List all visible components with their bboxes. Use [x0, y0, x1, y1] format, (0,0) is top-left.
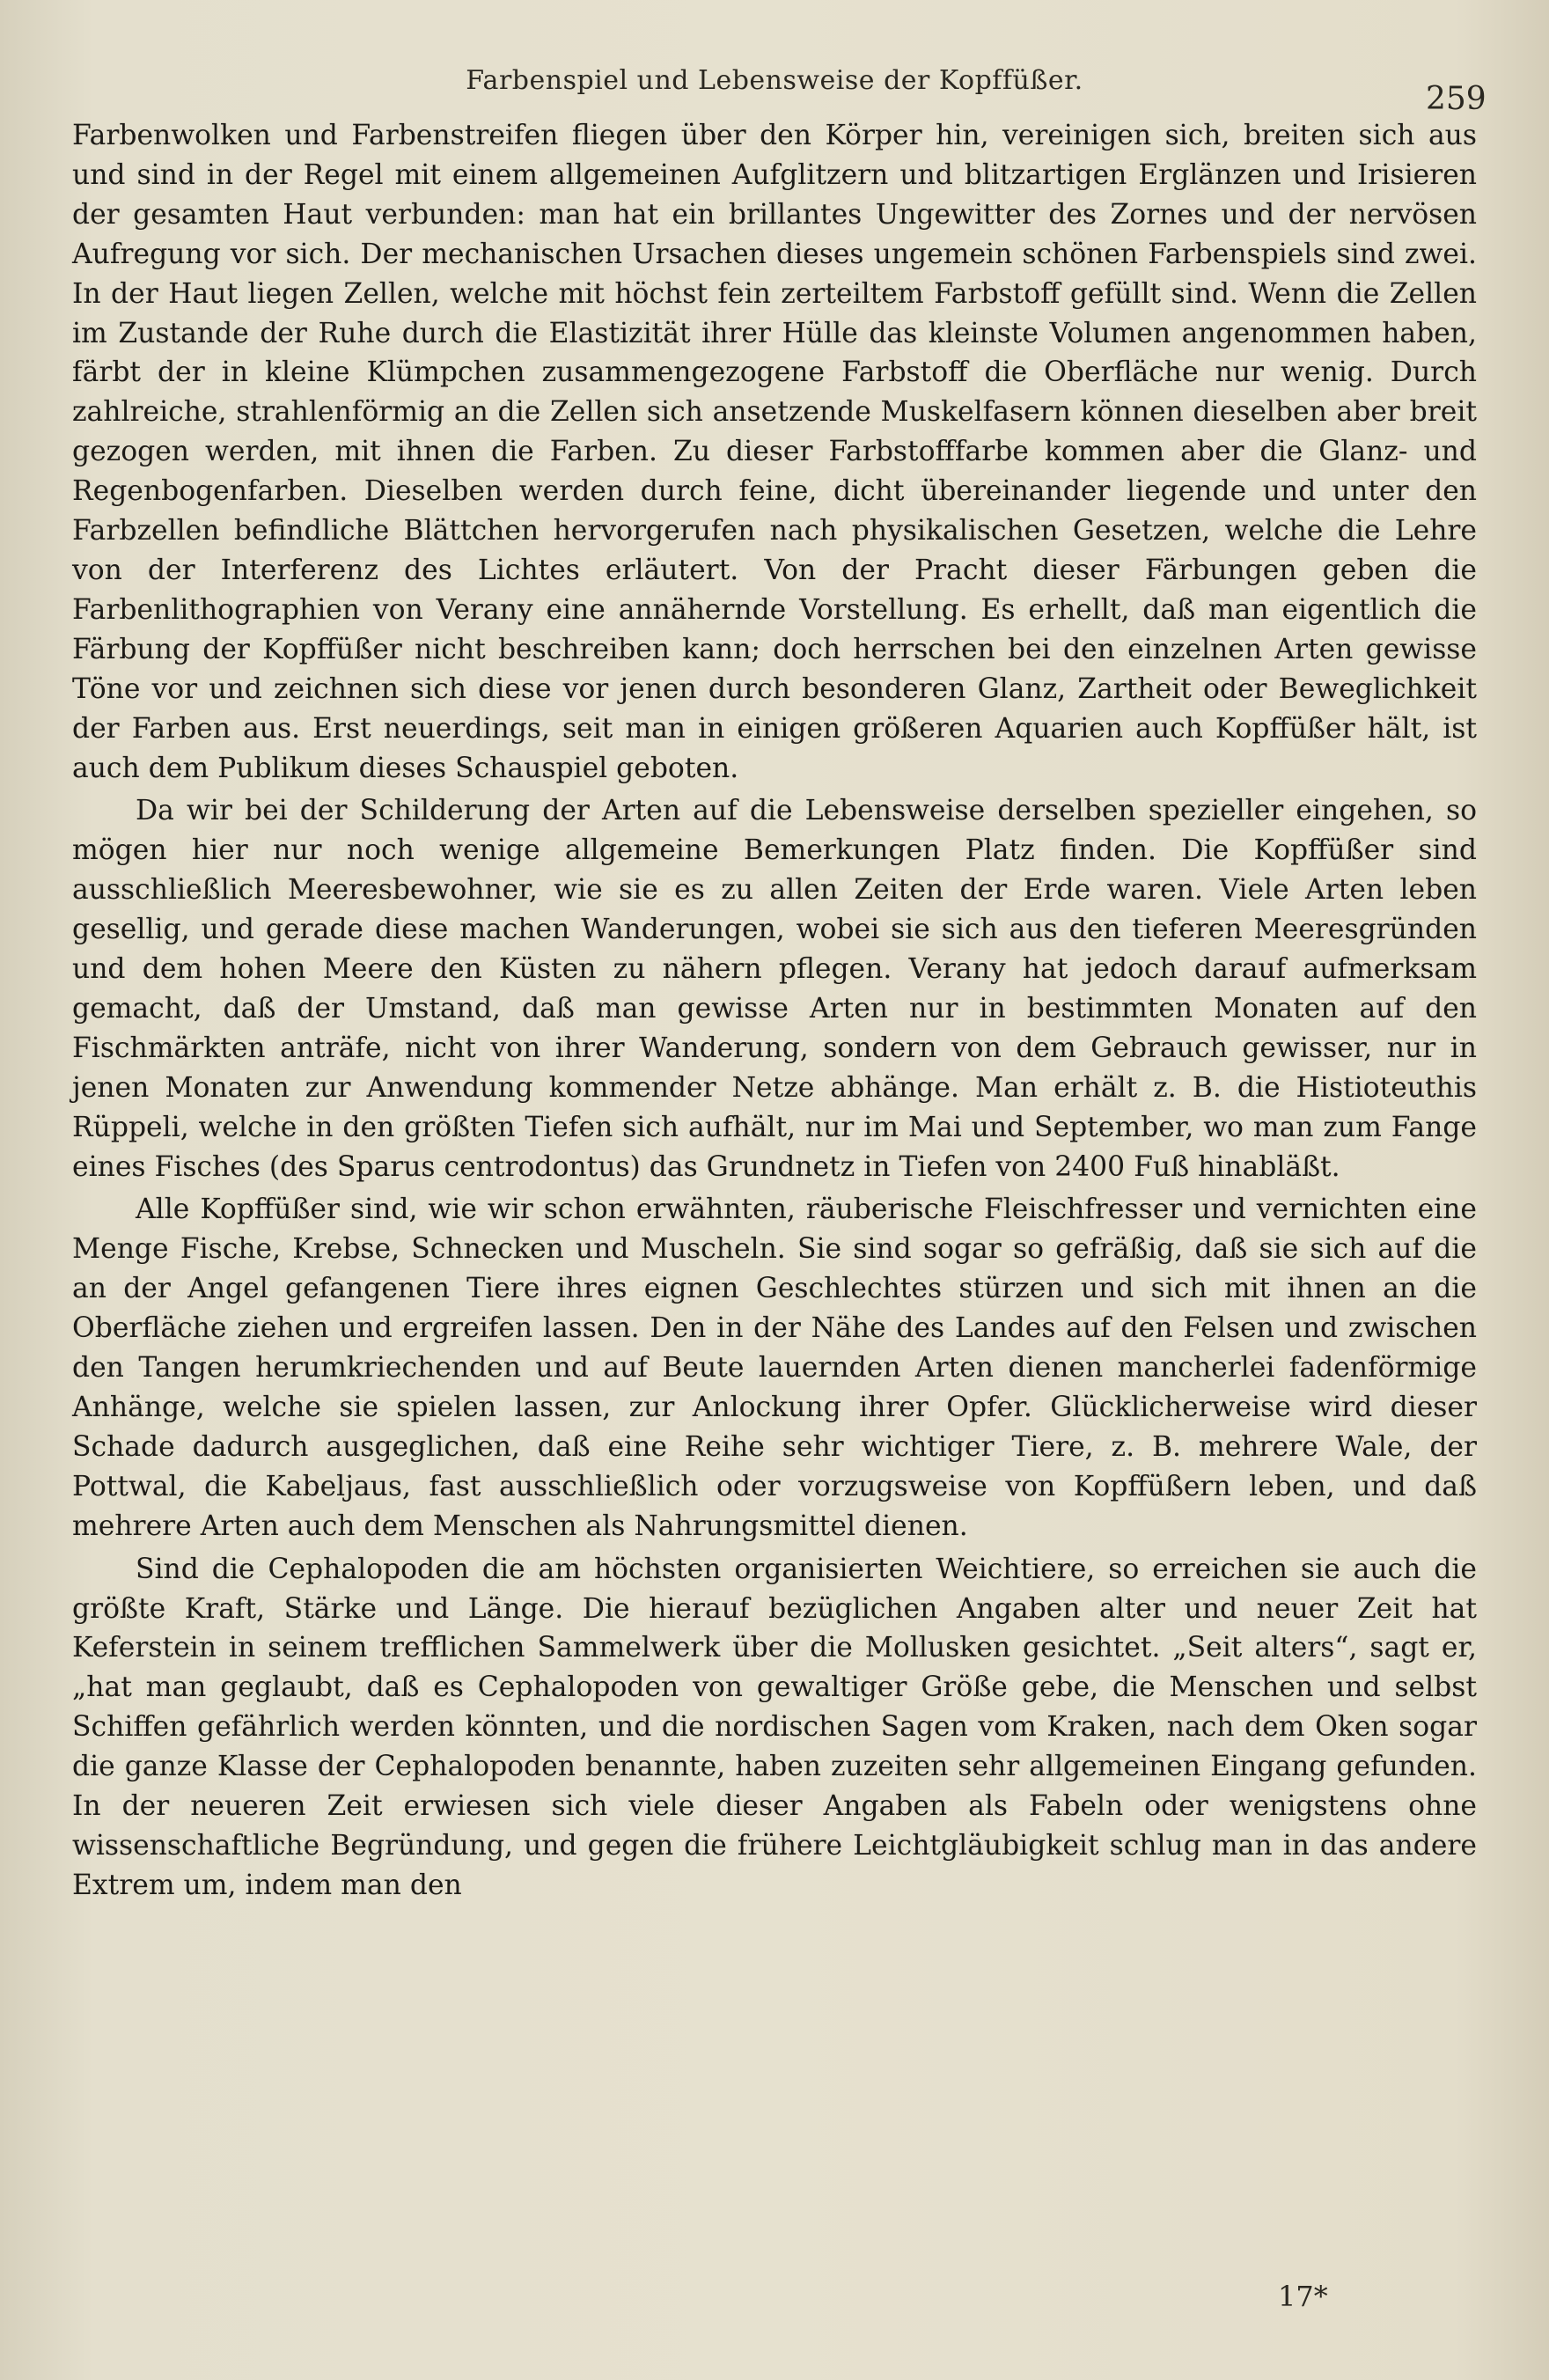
paragraph-3: Alle Kopffüßer sind, wie wir schon erwähnten, räuberische Fleischfresser und vernichten eine Menge Fische, Krebse, Schnecken und Muscheln. Sie sind sogar so gefräßig, daß sie sich auf die an der Angel gefangenen Tiere ihres eignen Geschlechtes stürzen und sich mit ihnen an die Oberfläche ziehen und ergreifen lassen. Den in der Nähe des Landes auf den Felsen und zwischen den Tangen herumkriechenden und auf Beute lauernden Arten dienen mancherlei fadenförmige Anhänge, welche sie spielen lassen, zur Anlockung ihrer Opfer. Glücklicherweise wird dieser Schade dadurch ausgeglichen, daß eine Reihe sehr wichtiger Tiere, z. B. mehrere Wale, der Pottwal, die Kabeljaus, fast ausschließlich oder vorzugsweise von Kopffüßern leben, und daß mehrere Arten auch dem Menschen als Nahrungsmittel dienen. [72, 1194, 1477, 1542]
paragraph-4: Sind die Cephalopoden die am höchsten organisierten Weichtiere, so erreichen sie auch die größte Kraft, Stärke und Länge. Die hierauf bezüglichen Angaben alter und neuer Zeit hat Keferstein in seinem trefflichen Sammelwerk über die Mollusken gesichtet. „Seit alters“, sagt er, „hat man geglaubt, daß es Cephalopoden von gewaltiger Größe gebe, die Menschen und selbst Schiffen gefährlich werden könnten, und die nordischen Sagen vom Kraken, nach dem Oken sogar die ganze Klasse der Cephalopoden benannte, haben zuzeiten sehr allgemeinen Eingang gefunden. In der neueren Zeit erwiesen sich viele dieser Angaben als Fabeln oder wenigstens ohne wissenschaftliche Begründung, und gegen die frühere Leichtgläubigkeit schlug man in das andere Extrem um, indem man den [72, 1553, 1477, 1901]
signature-mark: 17* [1278, 2280, 1328, 2313]
page-number: 259 [1426, 81, 1487, 117]
body-text [72, 116, 1477, 1909]
paragraph-1: Farbenwolken und Farbenstreifen fliegen über den Körper hin, vereinigen sich, breiten sich aus und sind in der Regel mit einem allgemeinen Aufglitzern und blitzartigen Erglänzen und Irisieren der gesamten Haut verbunden: man hat ein brillantes Ungewitter des Zornes und der nervösen Aufregung vor sich. Der mechanischen Ursachen dieses ungemein schönen Farbenspiels sind zwei. In der Haut liegen Zellen, welche mit höchst fein zerteiltem Farbstoff gefüllt sind. Wenn die Zellen im Zustande der Ruhe durch die Elastizität ihrer Hülle das kleinste Volumen angenommen haben, färbt der in kleine Klümpchen zusammengezogene Farbstoff die Oberfläche nur wenig. Durch zahlreiche, strahlenförmig an die Zellen sich ansetzende Muskelfasern können dieselben aber breit gezogen werden, mit ihnen die Farben. Zu dieser Farbstofffarbe kommen aber die Glanz- und Regenbogenfarben. Dieselben werden durch feine, dicht übereinander liegende und unter den Farbzellen befindliche Blättchen hervorgerufen nach physikalischen Gesetzen, welche die Lehre von der Interferenz des Lichtes erläutert. Von der Pracht dieser Färbungen geben die Farbenlithographien von Verany eine annähernde Vorstellung. Es erhellt, daß man eigentlich die Färbung der Kopffüßer nicht beschreiben kann; doch herrschen bei den einzelnen Arten gewisse Töne vor und zeichnen sich diese vor jenen durch besonderen Glanz, Zartheit oder Beweglichkeit der Farben aus. Erst neuerdings, seit man in einigen größeren Aquarien auch Kopffüßer hält, ist auch dem Publikum dieses Schauspiel geboten. [72, 120, 1477, 784]
running-title: Farbenspiel und Lebensweise der Kopffüßer. [466, 65, 1083, 96]
paragraph-2: Da wir bei der Schilderung der Arten auf die Lebensweise derselben spezieller eingehen, so mögen hier nur noch wenige allgemeine Bemerkungen Platz finden. Die Kopffüßer sind ausschließlich Meeresbewohner, wie sie es zu allen Zeiten der Erde waren. Viele Arten leben gesellig, und gerade diese machen Wanderungen, wobei sie sich aus den tieferen Meeresgründen und dem hohen Meere den Küsten zu nähern pflegen. Verany hat jedoch darauf aufmerksam gemacht, daß der Umstand, daß man gewisse Arten nur in bestimmten Monaten auf den Fischmärkten anträfe, nicht von ihrer Wanderung, sondern von dem Gebrauch gewisser, nur in jenen Monaten zur Anwendung kommender Netze abhänge. Man erhält z. B. die Histioteuthis Rüppeli, welche in den größten Tiefen sich aufhält, nur im Mai und September, wo man zum Fange eines Fisches (des Sparus centrodontus) das Grundnetz in Tiefen von 2400 Fuß hinabläßt. [72, 795, 1477, 1183]
